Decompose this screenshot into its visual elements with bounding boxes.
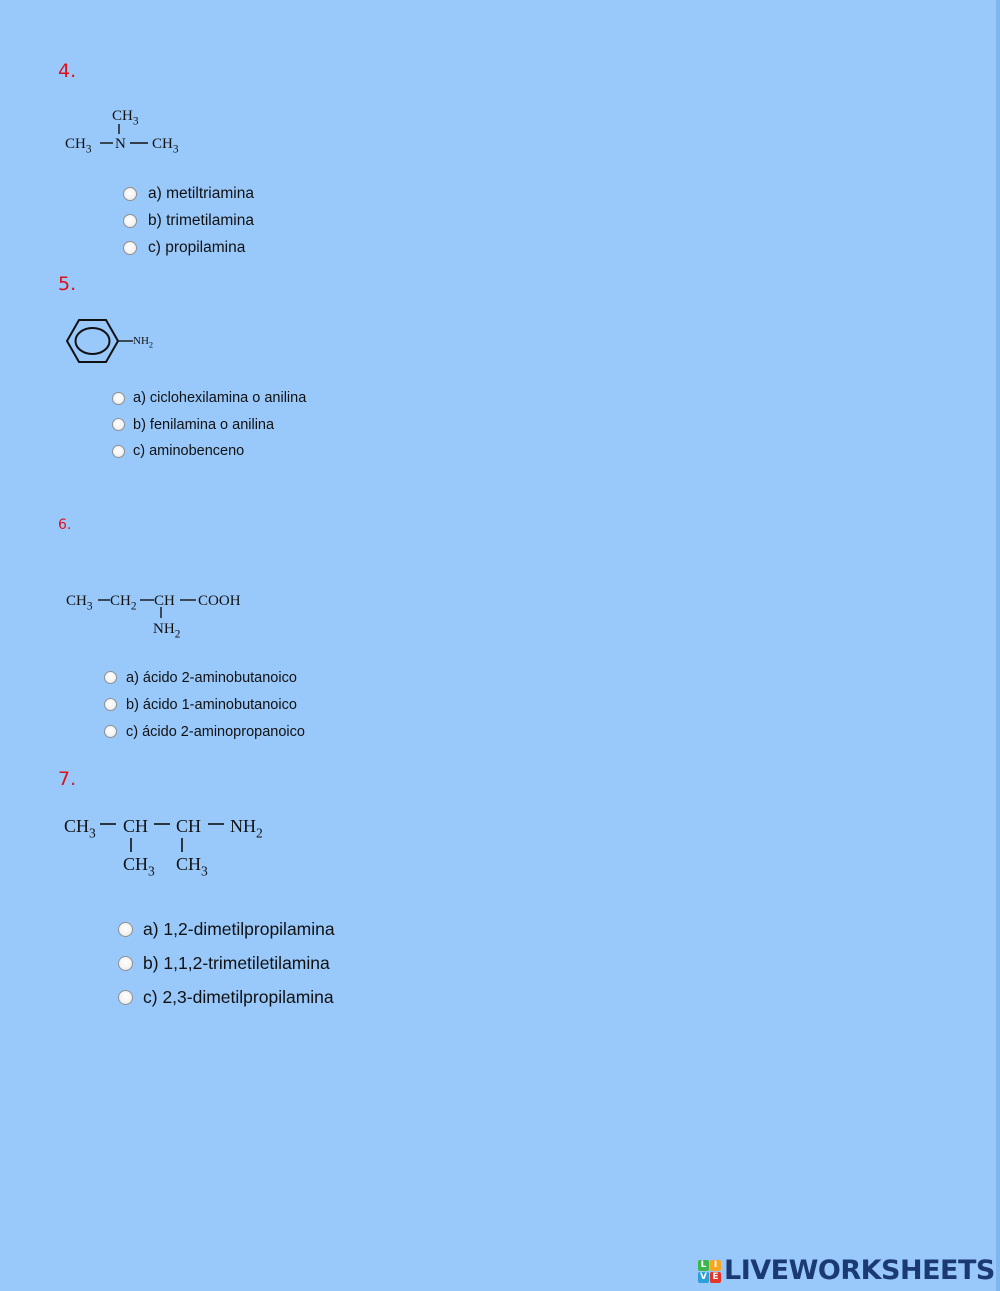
radio-button[interactable] <box>104 725 117 738</box>
option-label: b) trimetilamina <box>148 211 254 229</box>
option-label: a) ciclohexilamina o anilina <box>133 390 307 407</box>
logo-badge-letter: E <box>710 1272 721 1283</box>
methine-c3: CH <box>176 816 202 836</box>
option-label: b) fenilamina o anilina <box>133 416 275 433</box>
logo-badge-letter: V <box>698 1272 709 1283</box>
option-7b[interactable] <box>118 946 335 980</box>
option-label: a) metiltriamina <box>148 184 254 202</box>
option-label: a) ácido 2-aminobutanoico <box>126 669 297 686</box>
liveworksheets-logo[interactable] <box>698 1256 995 1286</box>
question-4-options <box>123 180 254 261</box>
radio-button[interactable] <box>123 187 137 201</box>
radio-button[interactable] <box>118 956 133 971</box>
question-4-number: 4. <box>58 60 77 82</box>
radio-button[interactable] <box>112 445 125 458</box>
option-6b[interactable] <box>104 691 305 718</box>
methine-c3: CH <box>154 593 175 609</box>
page-edge <box>996 0 1000 1291</box>
radio-button[interactable] <box>112 418 125 431</box>
option-6c[interactable] <box>104 718 305 745</box>
question-6-number: 6. <box>58 517 72 533</box>
option-5b[interactable] <box>112 412 306 439</box>
logo-badge-icon <box>698 1260 721 1283</box>
logo-badge-letter: I <box>710 1260 721 1271</box>
methylene-c2: $CH_2$ <box>110 593 137 613</box>
logo-badge-letter: L <box>698 1260 709 1271</box>
methyl-sub-2: $CH_3$ <box>176 854 208 879</box>
question-4-structure <box>60 100 200 162</box>
option-label: c) aminobenceno <box>133 443 245 460</box>
option-label: c) ácido 2-aminopropanoico <box>126 723 305 740</box>
methyl-sub-1: $CH_3$ <box>123 854 155 879</box>
radio-button[interactable] <box>104 698 117 711</box>
option-label: c) 2,3-dimetilpropilamina <box>143 986 334 1007</box>
right-methyl: $CH_3$ <box>152 136 179 156</box>
option-4a[interactable] <box>123 180 254 207</box>
question-6-options <box>104 664 305 745</box>
option-label: c) propilamina <box>148 238 246 256</box>
question-7-number: 7. <box>58 768 77 790</box>
radio-button[interactable] <box>123 241 137 255</box>
option-5a[interactable] <box>112 385 306 412</box>
radio-button[interactable] <box>104 671 117 684</box>
option-6a[interactable] <box>104 664 305 691</box>
methyl-c1: $CH_3$ <box>64 816 96 841</box>
option-4b[interactable] <box>123 207 254 234</box>
methine-c2: CH <box>123 816 149 836</box>
option-4c[interactable] <box>123 234 254 261</box>
option-7a[interactable] <box>118 912 335 946</box>
option-label: b) ácido 1-aminobutanoico <box>126 696 297 713</box>
radio-button[interactable] <box>123 214 137 228</box>
option-label: a) 1,2-dimetilpropilamina <box>143 918 335 939</box>
left-methyl: $CH_3$ <box>65 136 92 156</box>
logo-text: LIVEWORKSHEETS <box>724 1255 995 1286</box>
amino-group: $NH_2$ <box>153 621 181 641</box>
question-5-options <box>112 385 306 465</box>
question-5-structure <box>60 312 170 368</box>
top-methyl: $CH_3$ <box>112 108 139 128</box>
question-6-structure <box>60 585 260 645</box>
amino-group: $NH_2$ <box>133 335 154 350</box>
question-7-structure <box>60 808 290 888</box>
option-7c[interactable] <box>118 980 335 1014</box>
option-5c[interactable] <box>112 438 306 465</box>
radio-button[interactable] <box>112 392 125 405</box>
option-label: b) 1,1,2-trimetiletilamina <box>143 952 330 973</box>
methyl-c1: $CH_3$ <box>66 593 93 613</box>
radio-button[interactable] <box>118 922 133 937</box>
carboxyl-group: COOH <box>198 593 241 609</box>
nitrogen: N <box>115 136 126 152</box>
aromatic-circle <box>76 328 110 354</box>
question-7-options <box>118 912 335 1014</box>
question-5-number: 5. <box>58 273 77 295</box>
amino-group: $NH_2$ <box>230 816 263 841</box>
radio-button[interactable] <box>118 990 133 1005</box>
